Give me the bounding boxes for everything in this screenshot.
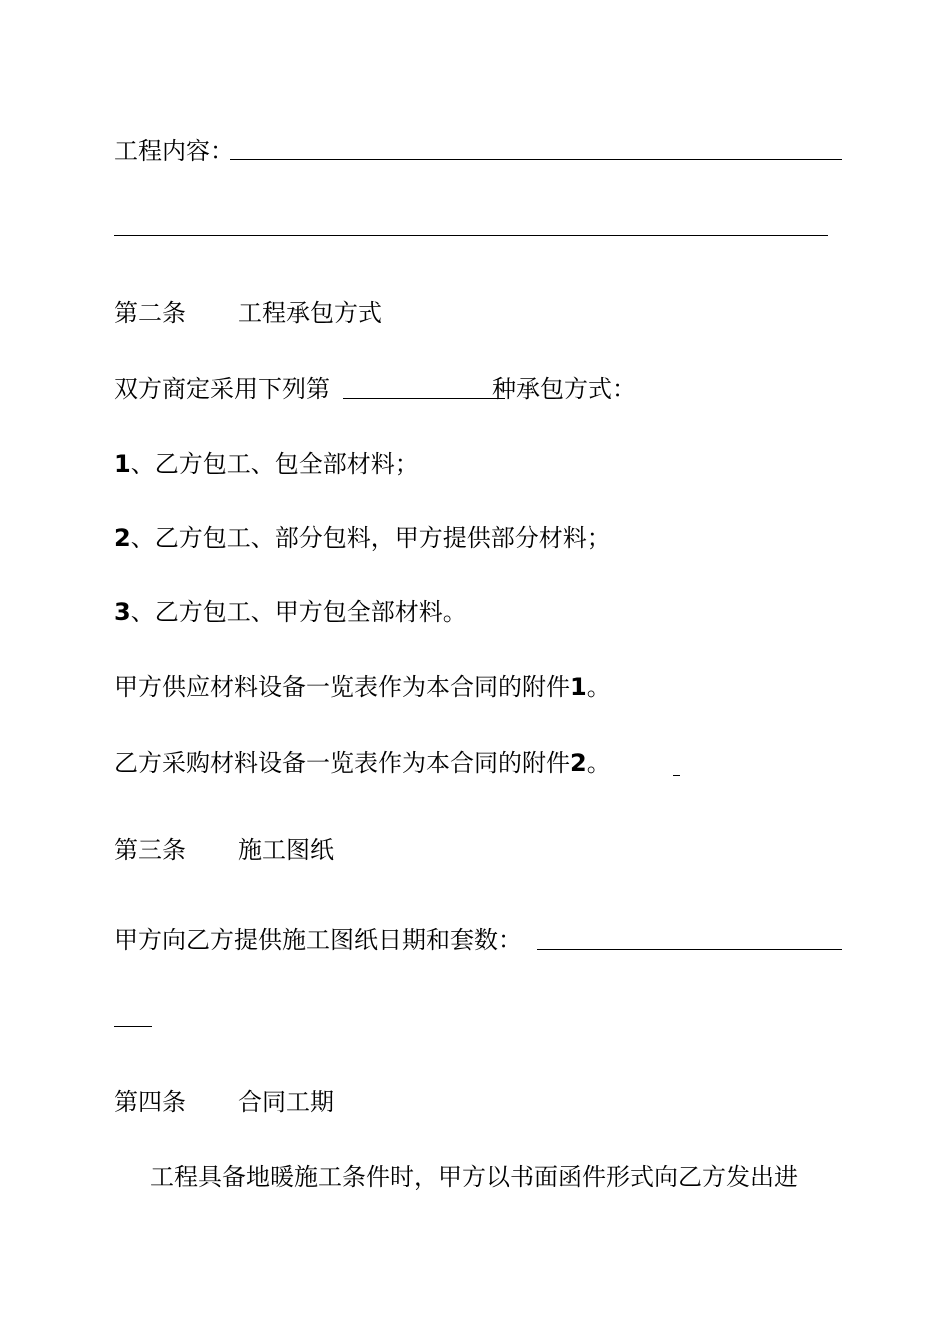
- article-4-title: 合同工期: [238, 1088, 334, 1116]
- article-3-number: 第三条: [114, 836, 186, 864]
- option-1-number: 1: [114, 450, 131, 478]
- drawings-blank-continued[interactable]: [114, 1026, 152, 1027]
- option-3: [114, 597, 467, 627]
- attachment-1-end: 。: [586, 673, 611, 701]
- project-content-line: [114, 136, 234, 166]
- attachment-1-text: 甲方供应材料设备一览表作为本合同的附件: [114, 673, 570, 701]
- project-content-label: 工程内容：: [114, 137, 234, 165]
- contract-mode-blank[interactable]: [343, 398, 505, 399]
- article-2-number: 第二条: [114, 299, 186, 327]
- article-4-heading: [114, 1087, 334, 1117]
- project-content-blank[interactable]: [230, 159, 842, 160]
- attachment-2-line: [114, 748, 611, 778]
- article-4-paragraph: [150, 1162, 798, 1192]
- option-1: [114, 449, 419, 479]
- attachment-2-number: 2: [570, 749, 587, 777]
- option-3-number: 3: [114, 598, 131, 626]
- option-1-text: 、乙方包工、包全部材料；: [130, 450, 419, 478]
- option-2-text: 、乙方包工、部分包料，甲方提供部分材料；: [130, 524, 611, 552]
- contract-mode-prefix: 双方商定采用下列第: [114, 375, 330, 403]
- attachment-1-line: [114, 672, 611, 702]
- stray-underline-mark: [673, 775, 680, 776]
- drawings-label: 甲方向乙方提供施工图纸日期和套数：: [114, 926, 522, 954]
- article-3-heading: [114, 835, 334, 865]
- attachment-1-number: 1: [570, 673, 587, 701]
- article-3-title: 施工图纸: [238, 836, 334, 864]
- article-2-title: 工程承包方式: [238, 299, 382, 327]
- contract-mode-line: [114, 374, 636, 404]
- project-content-blank-continued[interactable]: [114, 235, 828, 236]
- option-2: [114, 523, 611, 553]
- article-4-number: 第四条: [114, 1088, 186, 1116]
- drawings-blank[interactable]: [537, 949, 842, 950]
- option-3-text: 、乙方包工、甲方包全部材料。: [130, 598, 467, 626]
- article-4-paragraph-text: 工程具备地暖施工条件时，甲方以书面函件形式向乙方发出进: [150, 1163, 798, 1191]
- attachment-2-end: 。: [586, 749, 611, 777]
- attachment-2-text: 乙方采购材料设备一览表作为本合同的附件: [114, 749, 570, 777]
- drawings-line: [114, 925, 522, 955]
- option-2-number: 2: [114, 524, 131, 552]
- contract-mode-suffix: 种承包方式：: [492, 375, 636, 403]
- article-2-heading: [114, 298, 382, 328]
